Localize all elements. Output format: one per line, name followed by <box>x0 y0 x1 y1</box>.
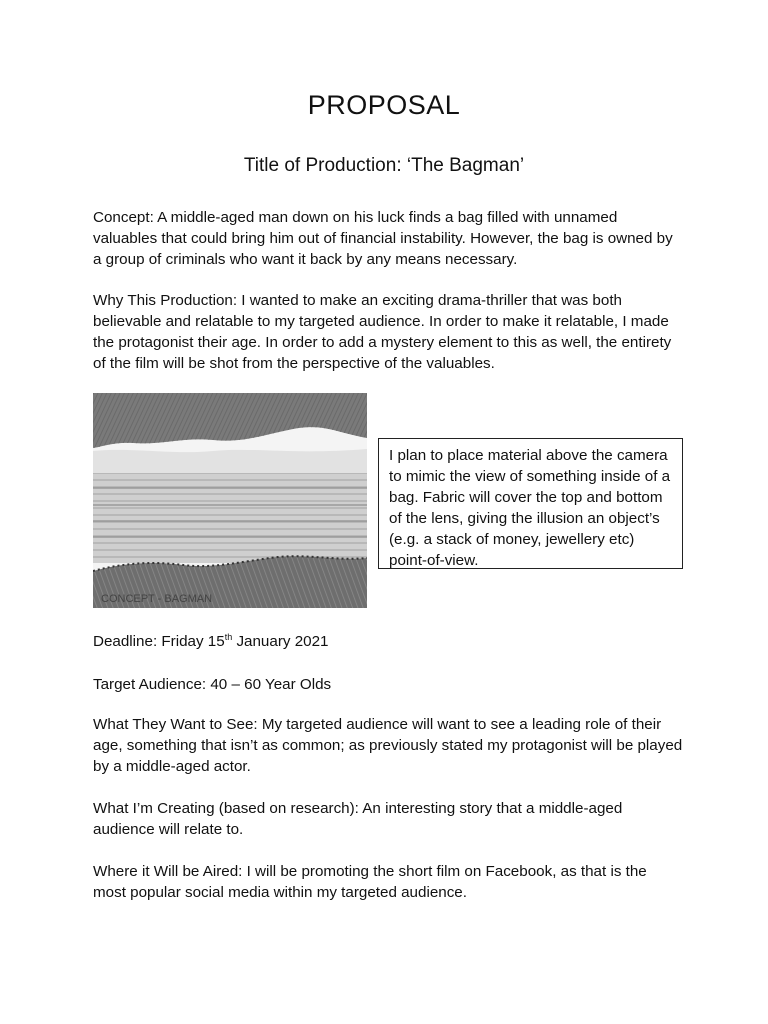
production-title: Title of Production: ‘The Bagman’ <box>243 155 525 176</box>
target-audience-line: Target Audience: 40 – 60 Year Olds <box>93 676 332 693</box>
where-aired-paragraph: Where it Will be Aired: I will be promoting the short film on Facebook, as that is the most popular social media within my targeted audience. <box>93 863 647 901</box>
deadline-line <box>93 631 683 652</box>
what-they-want-paragraph: What They Want to See: My targeted audience will want to see a leading role of their age, something that isn’t as common; as previously stated my protagonist will be played by a middle-aged actor. <box>93 716 683 775</box>
camera-note-text: I plan to place material above the camera to mimic the view of something inside of a bag. Fabric will cover the top and bottom of the lens, giving the illusion an object’s (e.g. a stack of money, jewellery etc) point-of-view. <box>389 447 671 569</box>
sketch-caption: CONCEPT - BAGMAN <box>101 593 213 605</box>
what-creating-paragraph: What I’m Creating (based on research): An interesting story that a middle-aged audience will relate to. <box>93 800 623 838</box>
deadline-ordinal: th <box>224 631 233 642</box>
concept-paragraph: Concept: A middle-aged man down on his luck finds a bag filled with unnamed valuables that could bring him out of financial instability. However, the bag is owned by a group of criminals who want it back by any means necessary. <box>93 209 673 268</box>
concept-sketch <box>93 393 367 608</box>
why-paragraph: Why This Production: I wanted to make an exciting drama-thriller that was both believable and relatable to my targeted audience. In order to make it relatable, I made the protagonist their age. In order to add a mystery element to this as well, the entirety of the film will be shot from the perspective of the valuables. <box>93 292 672 372</box>
deadline-suffix: January 2021 <box>232 633 329 650</box>
deadline-prefix: Deadline: Friday 15 <box>93 633 225 650</box>
page-title: PROPOSAL <box>307 90 461 120</box>
camera-note-box <box>378 438 683 569</box>
